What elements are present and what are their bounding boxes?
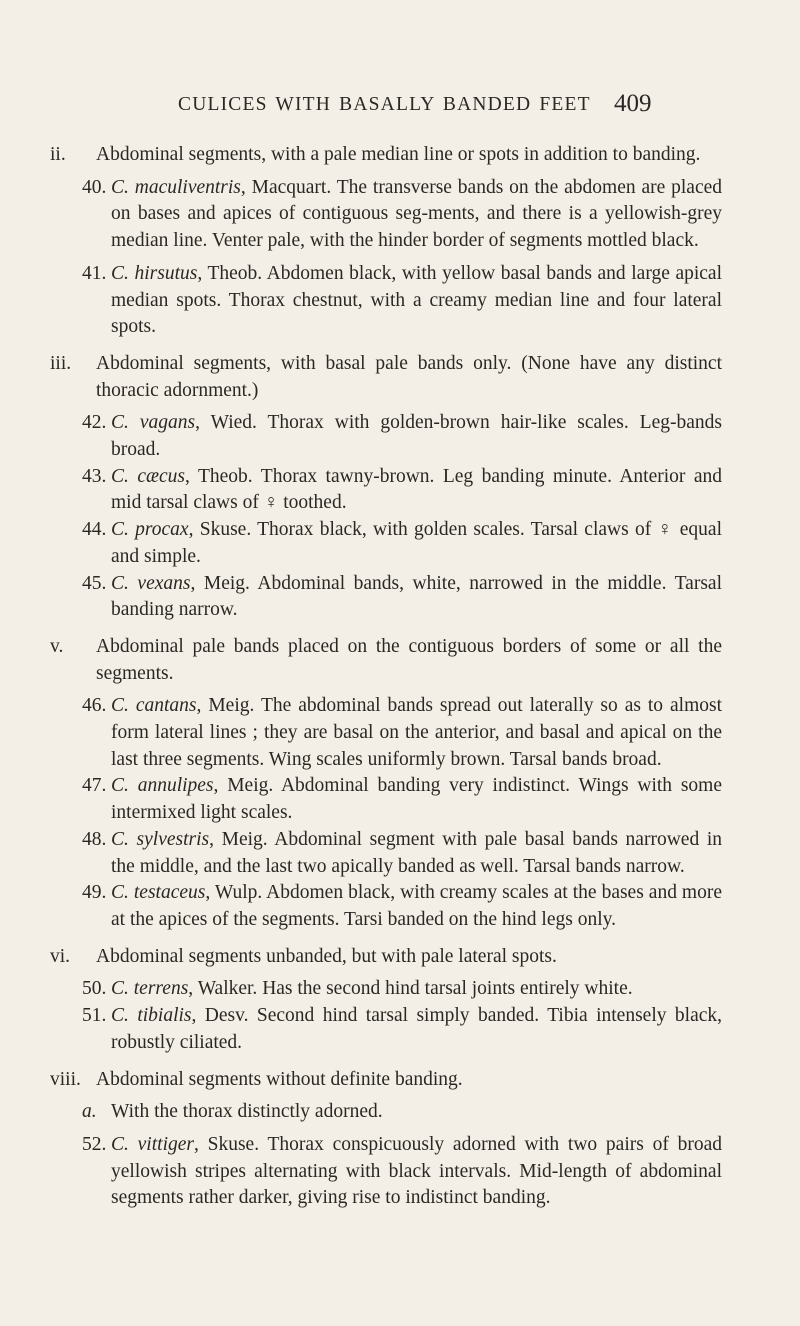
- description: Abdomen black, with yellow basal bands and large apical median spots. Thorax chestnut, with a creamy median line and four lateral spots.: [111, 262, 723, 338]
- genus: C.: [111, 1133, 129, 1155]
- species-name: vittiger: [137, 1133, 194, 1155]
- genus: C.: [111, 519, 129, 541]
- authority: , Meig.: [209, 828, 268, 850]
- authority: , Macquart.: [240, 176, 332, 198]
- entry-number: 41.: [82, 262, 107, 284]
- description: Thorax with golden-brown hair-like scales. Leg-bands broad.: [111, 412, 722, 461]
- authority: , Desv.: [191, 1005, 249, 1027]
- group-text: Abdominal pale bands placed on the contiguous borders of some or all the segments.: [96, 635, 722, 684]
- species-entry: [0, 1132, 722, 1212]
- species-name: procax: [135, 519, 189, 541]
- description: Thorax tawny-brown. Leg banding minute. Anterior and mid tarsal claws of ♀ toothed.: [111, 465, 723, 514]
- group-label: ii.: [50, 144, 66, 165]
- group-heading: [0, 1067, 722, 1094]
- group-label: iii.: [50, 352, 72, 374]
- authority: , Walker.: [188, 978, 258, 1000]
- entry-number: 42.: [82, 412, 107, 434]
- species-entry: [0, 1003, 722, 1056]
- group-heading: [0, 351, 722, 404]
- species-name: vexans: [137, 572, 191, 594]
- description: Abdomen black, with creamy scales at the bases and more at the apices of the segments. Tarsi banded on the hind legs only.: [111, 882, 722, 930]
- authority: , Meig.: [213, 775, 274, 797]
- authority: , Wied.: [195, 412, 257, 434]
- genus: C.: [111, 176, 129, 198]
- genus: C.: [111, 572, 129, 594]
- authority: , Meig.: [196, 695, 255, 717]
- species-name: terrens: [133, 978, 189, 1000]
- description: Abdominal banding very indistinct. Wings with some intermixed light scales.: [111, 775, 723, 824]
- species-entry: [0, 175, 722, 255]
- description: Second hind tarsal simply banded. Tibia intensely black, robustly ciliated.: [111, 1005, 723, 1053]
- description: Thorax conspicuously adorned with two pairs of broad yellowish stripes alternating with black intervals. Mid-length of abdominal segments rather darker, giving rise to indistinct banding.: [111, 1133, 722, 1209]
- species-name: vagans: [139, 412, 196, 434]
- group-text: Abdominal segments, with a pale median line or spots in addition to banding.: [96, 144, 701, 165]
- authority: , Skuse.: [188, 519, 252, 541]
- genus: C.: [111, 978, 129, 1000]
- genus: C.: [111, 828, 129, 850]
- subgroup-heading: [0, 1099, 722, 1126]
- species-name: annulipes: [137, 775, 214, 797]
- species-name: cæcus: [137, 465, 186, 487]
- genus: C.: [111, 1005, 129, 1027]
- species-name: cantans: [135, 695, 197, 717]
- genus: C.: [111, 695, 129, 717]
- entry-number: 48.: [82, 828, 107, 850]
- species-entry: [0, 464, 722, 517]
- authority: , Wulp.: [205, 882, 263, 904]
- entry-number: 46.: [82, 695, 107, 717]
- species-entry: [0, 410, 722, 463]
- genus: C.: [111, 262, 129, 284]
- group-label: viii.: [50, 1068, 81, 1090]
- page-body: [0, 142, 800, 1212]
- page-header: [0, 90, 800, 130]
- species-entry: [0, 773, 722, 826]
- species-name: tibialis: [137, 1005, 192, 1027]
- group-heading: [0, 944, 722, 971]
- description: Abdominal segment with pale basal bands narrowed in the middle, and the last two apically banded as well. Tarsal bands narrow.: [111, 828, 723, 877]
- description: Thorax black, with golden scales. Tarsal claws of ♀ equal and simple.: [111, 519, 722, 567]
- species-name: maculiventris: [134, 176, 241, 198]
- species-entry: [0, 571, 722, 624]
- entry-number: 52.: [82, 1133, 107, 1155]
- description: The abdominal bands spread out laterally so as to almost form lateral lines ; they are basal on the anterior, and basal and apical on the last three segments. Wing scales uniformly brown. Tarsal bands broad.: [111, 695, 722, 770]
- authority: , Theob.: [185, 465, 253, 487]
- species-entry: [0, 261, 722, 341]
- subgroup-text: With the thorax distinctly adorned.: [111, 1101, 383, 1123]
- group-label: v.: [50, 635, 64, 657]
- entry-number: 47.: [82, 775, 107, 797]
- genus: C.: [111, 412, 129, 434]
- group-text: Abdominal segments, with basal pale bands only. (None have any distinct thoracic adornment.): [96, 352, 722, 401]
- genus: C.: [111, 882, 129, 904]
- authority: , Meig.: [190, 572, 250, 594]
- entry-number: 43.: [82, 465, 107, 487]
- entry-number: 51.: [82, 1005, 107, 1027]
- authority: , Skuse.: [193, 1133, 260, 1155]
- genus: C.: [111, 465, 129, 487]
- entry-number: 49.: [82, 882, 107, 904]
- description: The transverse bands on the abdomen are placed on bases and apices of contiguous seg-ments, and there is a yellowish-grey median line. Venter pale, with the hinder border of segments mottled black.: [111, 176, 723, 252]
- species-entry: [0, 517, 722, 570]
- page-number: 409: [614, 90, 652, 117]
- group-heading: [0, 142, 722, 169]
- description: Abdominal bands, white, narrowed in the middle. Tarsal banding narrow.: [111, 572, 722, 621]
- entry-number: 40.: [82, 176, 107, 198]
- entry-number: 44.: [82, 519, 107, 541]
- description: Has the second hind tarsal joints entirely white.: [257, 978, 633, 1000]
- group-text: Abdominal segments unbanded, but with pale lateral spots.: [96, 945, 557, 967]
- running-head: CULICES WITH BASALLY BANDED FEET: [178, 94, 591, 115]
- group-text: Abdominal segments without definite banding.: [96, 1068, 463, 1090]
- species-entry: [0, 693, 722, 773]
- species-entry: [0, 976, 722, 1003]
- species-entry: [0, 880, 722, 933]
- group-label: vi.: [50, 945, 71, 967]
- entry-number: 50.: [82, 978, 107, 1000]
- genus: C.: [111, 775, 129, 797]
- species-name: hirsutus: [134, 262, 198, 284]
- entry-number: 45.: [82, 572, 107, 594]
- subgroup-label: a.: [82, 1101, 97, 1123]
- species-name: testaceus: [133, 882, 206, 904]
- species-name: sylvestris: [136, 828, 210, 850]
- group-heading: [0, 634, 722, 687]
- species-entry: [0, 827, 722, 880]
- authority: , Theob.: [197, 262, 263, 284]
